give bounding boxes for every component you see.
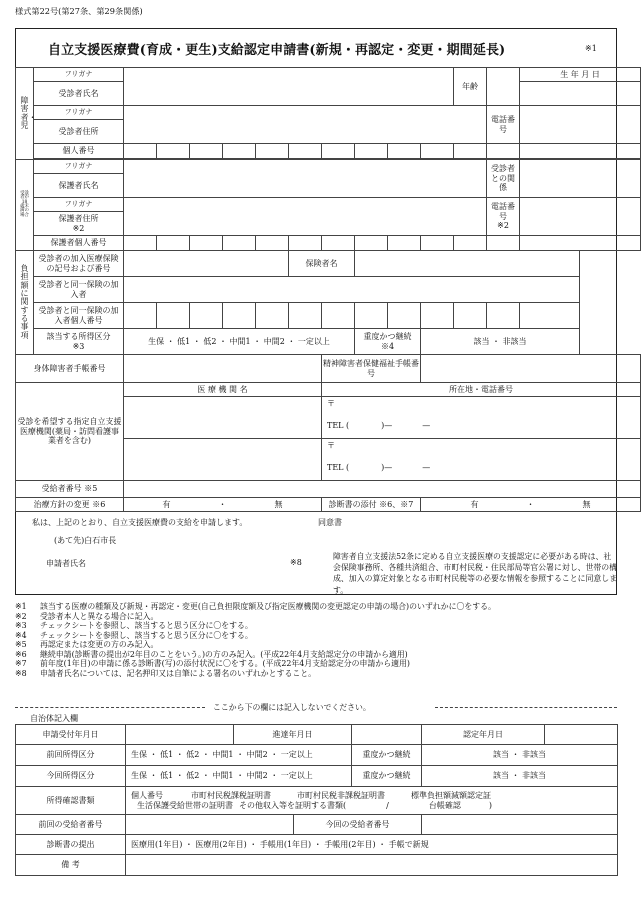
income-docs-label: 所得確認書類 bbox=[16, 787, 126, 815]
patient-address-field[interactable] bbox=[124, 120, 487, 144]
guardian-section-label: 受診者が18歳未満の場合 bbox=[16, 160, 34, 251]
digit-box[interactable] bbox=[355, 303, 388, 329]
dob-field[interactable] bbox=[520, 82, 641, 106]
burden-section-label: 負担額に関する事項 bbox=[16, 251, 34, 355]
address-to: (あて先)白石市長 bbox=[54, 536, 117, 545]
digit-box[interactable] bbox=[190, 144, 223, 159]
digit-box[interactable] bbox=[256, 144, 289, 159]
certificate-label: 診断書の添付 ※6、※7 bbox=[322, 498, 421, 512]
relation-label: 受診者との関係 bbox=[487, 160, 520, 198]
guardian-phone-field[interactable] bbox=[520, 198, 641, 236]
cur-income-options[interactable]: 生保 ・ 低1 ・ 低2 ・ 中間1 ・ 中間2 ・ 一定以上 bbox=[126, 766, 352, 787]
prev-recipient-number-label: 前回の受給者番号 bbox=[16, 815, 126, 835]
hospital-name-field-1[interactable] bbox=[124, 397, 322, 439]
mental-cert-field[interactable] bbox=[421, 355, 641, 383]
cut-line-text: ここから下の欄には記入しないでください。 bbox=[213, 703, 371, 712]
physical-cert-field[interactable] bbox=[124, 355, 322, 383]
office-table bbox=[15, 724, 618, 876]
declaration: 私は、上記のとおり、自立支援医療費の支給を申請します。 bbox=[32, 518, 248, 527]
digit-box[interactable] bbox=[421, 303, 454, 329]
digit-box[interactable] bbox=[157, 144, 190, 159]
income-docs-options[interactable]: 個人番号 市町村民税課税証明書 市町村民税非課税証明書 標準負担額減額認定証 生活保護受給世帯の証明書 その他収入等を証明する書類( / 台帳確認 ) bbox=[126, 787, 618, 815]
note-item: ※6 継続申請(診断書の提出が2年目のことをいう。)の方のみ記入。(平成22年4月支給認定分の申請から適用) bbox=[15, 649, 408, 659]
received-date-label: 申請受付年月日 bbox=[16, 725, 126, 745]
digit-box[interactable] bbox=[454, 236, 487, 251]
same-insurance-my-number-label: 受診者と同一保険の加入者個人番号 bbox=[34, 303, 124, 329]
same-insurance-field[interactable] bbox=[124, 277, 580, 303]
digit-box[interactable] bbox=[322, 144, 355, 159]
desired-hospital-label: 受診を希望する指定自立支援医療機関(薬局・訪問看護事業者を含む) bbox=[16, 383, 124, 481]
digit-box[interactable] bbox=[223, 144, 256, 159]
consent-text: 障害者自立支援法52条に定める自立支援医療の支援認定に必要がある時は、社会保険事務所、各種共済組合、市町村民税・住民部局等官公署に対し、世帯の構成、加入の算定対象となる市町村民税等の必要な情報を参照することに同意します。 bbox=[333, 552, 618, 595]
guardian-name-label: 保護者氏名 bbox=[34, 174, 124, 198]
digit-box[interactable] bbox=[388, 236, 421, 251]
dispatch-date-field[interactable] bbox=[352, 725, 422, 745]
digit-box[interactable] bbox=[487, 303, 520, 329]
income-class-options[interactable]: 生保 ・ 低1 ・ 低2 ・ 中間1 ・ 中間2 ・ 一定以上 bbox=[124, 329, 355, 355]
my-number-label: 個人番号 bbox=[34, 144, 124, 159]
mental-cert-label: 精神障害者保健福祉手帳番号 bbox=[322, 355, 421, 383]
physical-cert-label: 身体障害者手帳番号 bbox=[16, 355, 124, 383]
digit-box[interactable] bbox=[157, 303, 190, 329]
location-header: 所在地・電話番号 bbox=[322, 383, 641, 397]
digit-box[interactable] bbox=[124, 144, 157, 159]
guardian-address-label: 保護者住所 ※2 bbox=[34, 212, 124, 236]
digit-box[interactable] bbox=[322, 303, 355, 329]
age-label: 年齢 bbox=[454, 68, 487, 106]
cur-serious-label: 重度かつ継続 bbox=[352, 766, 422, 787]
remarks-field[interactable] bbox=[126, 855, 618, 876]
digit-box[interactable] bbox=[223, 303, 256, 329]
digit-box[interactable] bbox=[487, 236, 520, 251]
age-field[interactable] bbox=[487, 68, 520, 106]
note-item: ※4 チェックシートを参照し、該当すると思う区分に〇をする。 bbox=[15, 630, 253, 640]
guardian-phone-label: 電話番号 ※2 bbox=[487, 198, 520, 236]
prev-serious-options[interactable]: 該当 ・ 非該当 bbox=[422, 745, 618, 766]
furigana-label: フリガナ bbox=[34, 68, 124, 82]
digit-box[interactable] bbox=[421, 144, 454, 159]
guardian-address-field[interactable] bbox=[124, 212, 487, 236]
cur-serious-options[interactable]: 該当 ・ 非該当 bbox=[422, 766, 618, 787]
digit-box[interactable] bbox=[157, 236, 190, 251]
form-number: 様式第22号(第27条、第29条関係) bbox=[15, 6, 143, 16]
phone-field[interactable] bbox=[520, 106, 641, 144]
digit-box[interactable] bbox=[487, 144, 520, 159]
furigana-field[interactable] bbox=[124, 68, 454, 82]
digit-box[interactable] bbox=[124, 303, 157, 329]
serious-options[interactable]: 該当 ・ 非該当 bbox=[421, 329, 580, 355]
note-item: ※5 再認定または変更の方のみ記入。 bbox=[15, 640, 159, 650]
digit-box[interactable] bbox=[388, 303, 421, 329]
note-item: ※1 該当する医療の種類及び新規・再認定・変更(自己負担限度額及び指定医療機関の変更認定の申請の場合)のいずれかに〇をする。 bbox=[15, 602, 496, 611]
relation-field[interactable] bbox=[520, 160, 641, 198]
location-field-2[interactable]: 〒 TEL ( )— — bbox=[322, 439, 641, 481]
digit-box[interactable] bbox=[190, 236, 223, 251]
insurer-label: 保険者名 bbox=[289, 251, 355, 277]
prev-income-options[interactable]: 生保 ・ 低1 ・ 低2 ・ 中間1 ・ 中間2 ・ 一定以上 bbox=[126, 745, 352, 766]
patient-address-label: 受診者住所 bbox=[34, 120, 124, 144]
cut-line bbox=[15, 702, 617, 712]
recipient-number-label: 受給者番号 ※5 bbox=[16, 481, 124, 498]
guardian-furigana-field[interactable] bbox=[124, 160, 487, 174]
income-class-label: 該当する所得区分 ※3 bbox=[34, 329, 124, 355]
dispatch-date-label: 進達年月日 bbox=[234, 725, 352, 745]
serious-label: 重度かつ継続 ※4 bbox=[355, 329, 421, 355]
application-table bbox=[15, 67, 641, 512]
insurer-field[interactable] bbox=[355, 251, 580, 277]
digit-box[interactable] bbox=[223, 236, 256, 251]
note-item: ※7 前年度(1年目)の申請に係る診断書(写)の添付状況に〇をする。(平成22年4月支給認定分の申請から適用) bbox=[15, 659, 410, 669]
treatment-change-label: 治療方針の変更 ※6 bbox=[16, 498, 124, 512]
hospital-name-header: 医 療 機 関 名 bbox=[124, 383, 322, 397]
same-insurance-label: 受診者と同一保険の加入者 bbox=[34, 277, 124, 303]
guardian-name-field[interactable] bbox=[124, 174, 487, 198]
insurance-number-field[interactable] bbox=[124, 251, 289, 277]
furigana-label: フリガナ bbox=[34, 106, 124, 120]
digit-box[interactable] bbox=[256, 303, 289, 329]
guardian-my-number-label: 保護者個人番号 bbox=[34, 236, 124, 251]
address-furigana-field[interactable] bbox=[124, 106, 487, 120]
digit-box[interactable] bbox=[454, 144, 487, 159]
diagnosis-submission-label: 診断書の提出 bbox=[16, 835, 126, 855]
digit-box[interactable] bbox=[190, 303, 223, 329]
cur-recipient-number-label: 今回の受給者番号 bbox=[294, 815, 422, 835]
received-date-field[interactable] bbox=[126, 725, 234, 745]
digit-box[interactable] bbox=[355, 144, 388, 159]
recipient-number-field[interactable] bbox=[124, 481, 641, 498]
approved-date-field[interactable] bbox=[545, 725, 618, 745]
notes-list bbox=[15, 602, 625, 679]
page-title: 自立支援医療費(育成・更生)支給認定申請書(新規・再認定・変更・期間延長) bbox=[48, 43, 506, 58]
note8-marker: ※8 bbox=[290, 558, 302, 567]
dob-label: 生 年 月 日 bbox=[520, 68, 641, 82]
prev-income-label: 前回所得区分 bbox=[16, 745, 126, 766]
insurance-number-label: 受診者の加入医療保険の記号および番号 bbox=[34, 251, 124, 277]
diagnosis-submission-options[interactable]: 医療用(1年目) ・ 医療用(2年目) ・ 手帳用(1年目) ・ 手帳用(2年目) ・ 手帳で新規 bbox=[126, 835, 618, 855]
note-item: ※8 申請者氏名については、記名押印又は自筆による署名のいずれかとすること。 bbox=[15, 668, 317, 678]
furigana-label: フリガナ bbox=[34, 198, 124, 212]
prev-recipient-number-field[interactable] bbox=[126, 815, 294, 835]
cur-income-label: 今回所得区分 bbox=[16, 766, 126, 787]
digit-box[interactable] bbox=[388, 144, 421, 159]
remarks-label: 備 考 bbox=[16, 855, 126, 876]
treatment-change-options[interactable]: 有 ・ 無 bbox=[124, 498, 322, 512]
guardian-address-furigana-field[interactable] bbox=[124, 198, 487, 212]
note-item: ※2 受診者本人と異なる場合に記入。 bbox=[15, 611, 159, 621]
digit-box[interactable] bbox=[289, 236, 322, 251]
digit-box[interactable] bbox=[124, 236, 157, 251]
digit-box[interactable] bbox=[454, 303, 487, 329]
digit-box[interactable] bbox=[256, 236, 289, 251]
note-marker: ※1 bbox=[585, 44, 597, 53]
digit-box[interactable] bbox=[322, 236, 355, 251]
phone-label: 電話番号 bbox=[487, 106, 520, 144]
hospital-name-field-2[interactable] bbox=[124, 439, 322, 481]
cur-recipient-number-field[interactable] bbox=[422, 815, 618, 835]
digit-box[interactable] bbox=[355, 236, 388, 251]
digit-box[interactable] bbox=[289, 303, 322, 329]
prev-serious-label: 重度かつ継続 bbox=[352, 745, 422, 766]
note-item: ※3 チェックシートを参照し、該当すると思う区分に〇をする。 bbox=[15, 621, 253, 631]
approved-date-label: 認定年月日 bbox=[422, 725, 545, 745]
patient-name-label: 受診者氏名 bbox=[34, 82, 124, 106]
furigana-label: フリガナ bbox=[34, 160, 124, 174]
digit-box[interactable] bbox=[289, 144, 322, 159]
certificate-options[interactable]: 有 ・ 無 bbox=[421, 498, 641, 512]
digit-box[interactable] bbox=[421, 236, 454, 251]
patient-section-label: 障害者・児 bbox=[16, 68, 34, 160]
office-section-title: 自治体記入欄 bbox=[30, 714, 78, 723]
patient-name-field[interactable] bbox=[124, 82, 454, 106]
applicant-label: 申請者氏名 bbox=[46, 559, 86, 568]
consent-title: 同意書 bbox=[318, 518, 342, 527]
location-field-1[interactable]: 〒 TEL ( )— — bbox=[322, 397, 641, 439]
